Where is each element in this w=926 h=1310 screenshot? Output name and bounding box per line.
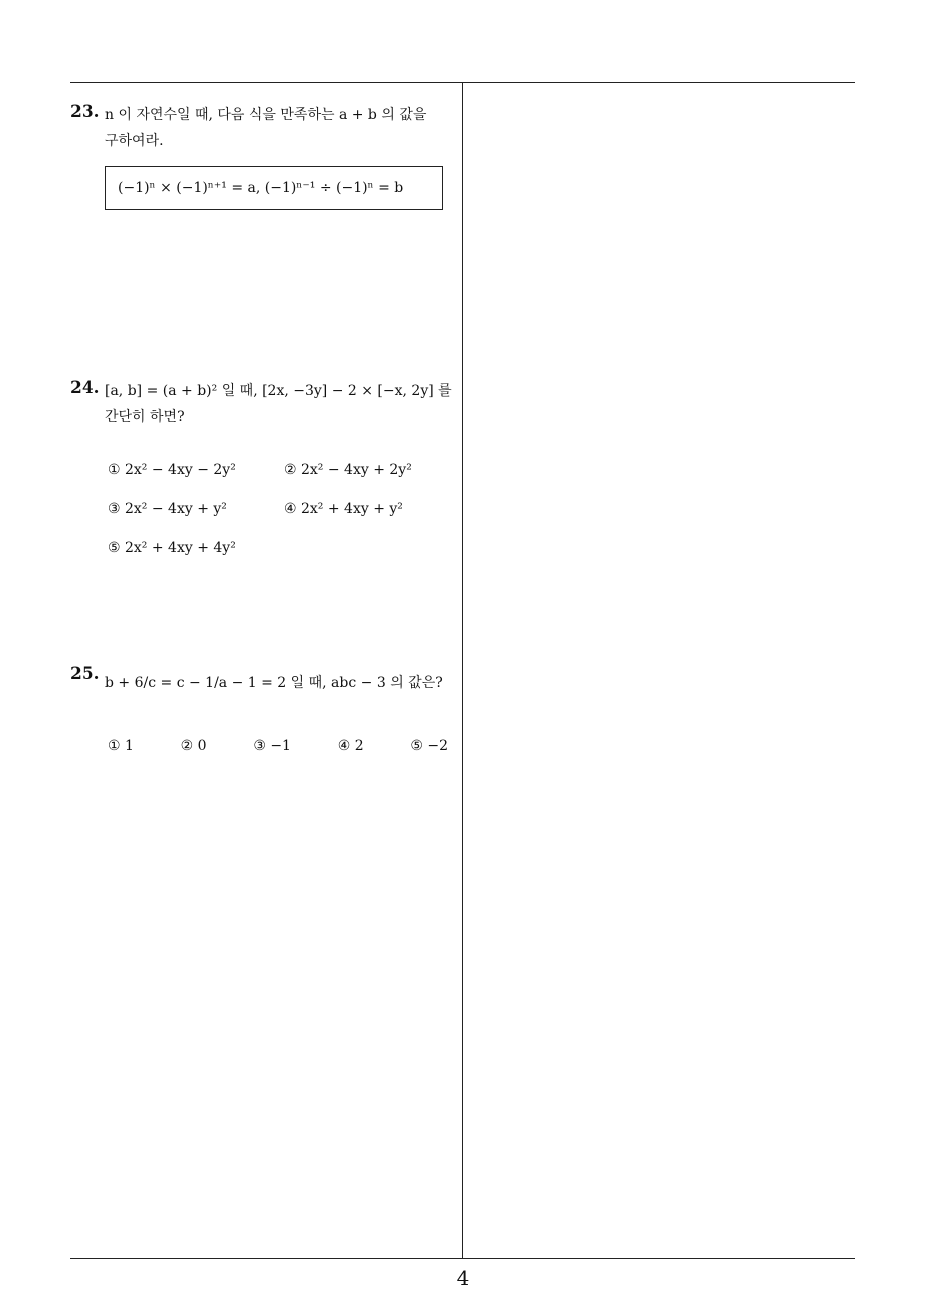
choice-5[interactable]: ⑤ 2x² + 4xy + 4y²	[108, 540, 236, 556]
question-number: 23.	[70, 102, 100, 122]
choice-2[interactable]: ② 2x² − 4xy + 2y²	[284, 462, 412, 478]
question-23	[70, 102, 458, 222]
choice-5[interactable]: ⑤ −2	[410, 738, 448, 754]
question-number: 25.	[70, 664, 100, 684]
choice-3[interactable]: ③ −1	[253, 738, 291, 754]
choice-1[interactable]: ① 1	[108, 738, 134, 754]
formula-box: (−1)ⁿ × (−1)ⁿ⁺¹ = a, (−1)ⁿ⁻¹ ÷ (−1)ⁿ = b	[105, 166, 443, 210]
choice-3[interactable]: ③ 2x² − 4xy + y²	[108, 501, 227, 517]
question-number: 24.	[70, 378, 100, 398]
choice-4[interactable]: ④ 2	[337, 738, 364, 754]
choices-row	[108, 738, 448, 754]
question-text: b + 6/c = c − 1/a − 1 = 2 일 때, abc − 3 의 값은?	[105, 675, 443, 691]
question-text	[105, 102, 458, 154]
question-text-line1: n 이 자연수일 때, 다음 식을 만족하는 a + b 의 값을	[105, 107, 427, 123]
column-divider	[462, 82, 463, 1258]
question-text-line2: 간단히 하면?	[105, 409, 185, 425]
choice-1[interactable]: ① 2x² − 4xy − 2y²	[108, 462, 236, 478]
bottom-rule	[70, 1258, 855, 1259]
page-number: 4	[456, 1266, 470, 1290]
choice-2[interactable]: ② 0	[180, 738, 207, 754]
question-text	[105, 378, 458, 430]
question-25	[70, 664, 458, 784]
question-text-line1: [a, b] = (a + b)² 일 때, [2x, −3y] − 2 × [−x, 2y] 를	[105, 383, 452, 399]
choice-4[interactable]: ④ 2x² + 4xy + y²	[284, 501, 403, 517]
question-24	[70, 378, 458, 578]
question-text-line2: 구하여라.	[105, 133, 164, 149]
